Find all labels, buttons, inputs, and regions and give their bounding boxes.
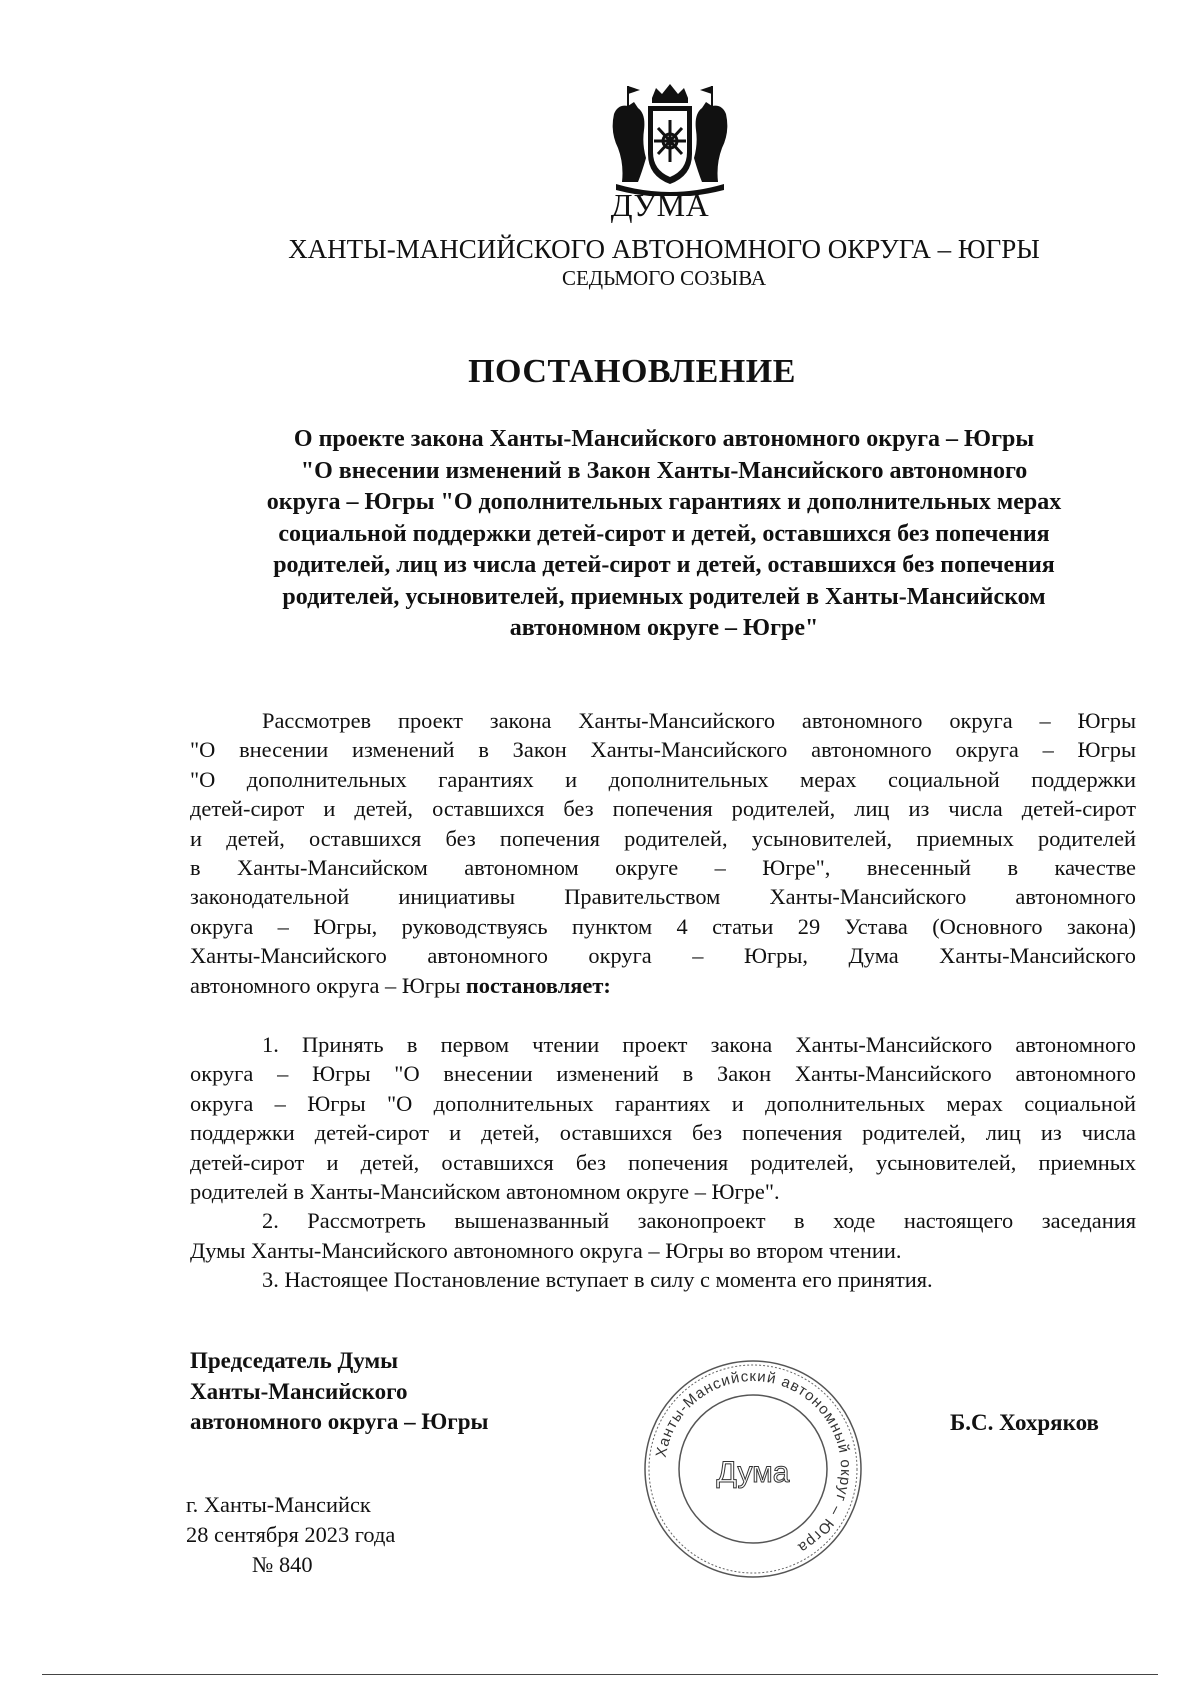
signatory-position-line: Ханты-Мансийского	[190, 1378, 408, 1404]
document-type: ПОСТАНОВЛЕНИЕ	[468, 353, 796, 390]
point-2-line: 2. Рассмотреть вышеназванный законопроект в ходе настоящего заседания	[262, 1208, 1136, 1234]
preamble-line	[190, 971, 1136, 1000]
subject-line: родителей, усыновителей, приемных родителей в Ханты-Мансийском	[282, 583, 1046, 610]
point-2-line: Думы Ханты-Мансийского автономного округа – Югры во втором чтении.	[190, 1237, 902, 1263]
preamble-line: "О дополнительных гарантиях и дополнительных мерах социальной поддержки	[190, 766, 1136, 792]
subject-line: родителей, лиц из числа детей-сирот и детей, оставшихся без попечения	[273, 552, 1055, 578]
resolution-points	[190, 1030, 1136, 1295]
subject-line: автономном округе – Югре"	[509, 615, 819, 641]
point-3-line: 3. Настоящее Постановление вступает в силу с момента его принятия.	[262, 1267, 933, 1293]
preamble-last-text: автономного округа – Югры	[190, 972, 466, 998]
signatory-position-line: автономного округа – Югры	[190, 1409, 489, 1434]
date: 28 сентября 2023 года	[186, 1522, 396, 1547]
coat-of-arms-icon	[608, 84, 732, 196]
signatory-position	[190, 1346, 488, 1438]
point-1-line: округа – Югры "О дополнительных гарантиях и дополнительных мерах социальной	[190, 1090, 1136, 1116]
preamble-line: в Ханты-Мансийском автономном округе – Югре", внесенный в качестве	[190, 855, 1136, 881]
point-1-line: 1. Принять в первом чтении проект закона Ханты-Мансийского автономного	[262, 1032, 1136, 1057]
bottom-rule	[42, 1674, 1158, 1675]
place-date-block	[186, 1490, 395, 1580]
preamble-line: детей-сирот и детей, оставшихся без попечения родителей, лиц из числа детей-сирот	[190, 796, 1136, 822]
preamble-paragraph	[190, 706, 1136, 1000]
preamble-line: Рассмотрев проект закона Ханты-Мансийского автономного округа – Югры	[262, 708, 1136, 733]
preamble-line: законодательной инициативы Правительством Ханты-Мансийского автономного	[190, 884, 1136, 910]
signatory-position-line: Председатель Думы	[190, 1348, 399, 1373]
point-1-line: родителей в Ханты-Мансийском автономном округе – Югре".	[190, 1179, 780, 1205]
preamble-line: "О внесении изменений в Закон Ханты-Мансийского автономного округа – Югры	[190, 737, 1136, 763]
subject-line: округа – Югры "О дополнительных гарантиях и дополнительных мерах	[266, 489, 1062, 515]
point-1-line: детей-сирот и детей, оставшихся без попечения родителей, усыновителей, приемных	[190, 1149, 1136, 1175]
document-subject	[196, 424, 1132, 645]
region-title: ХАНТЫ-МАНСИЙСКОГО АВТОНОМНОГО ОКРУГА – ЮГРЫ	[288, 234, 1040, 264]
preamble-line: Ханты-Мансийского автономного округа – Югры, Дума Ханты-Мансийского	[190, 943, 1136, 969]
document-number: № 840	[252, 1552, 313, 1577]
signatory-name: Б.С. Хохряков	[950, 1410, 1099, 1435]
preamble-line: округа – Югры, руководствуясь пунктом 4 статьи 29 Устава (Основного закона)	[190, 913, 1136, 939]
preamble-line: и детей, оставшихся без попечения родителей, усыновителей, приемных родителей	[190, 825, 1136, 851]
duma-title: ДУМА	[610, 187, 710, 223]
point-1-line: поддержки детей-сирот и детей, оставшихся без попечения родителей, лиц из числа	[190, 1120, 1136, 1146]
stamp-center-text: Дума	[716, 1456, 790, 1489]
convocation-title: СЕДЬМОГО СОЗЫВА	[561, 266, 767, 290]
subject-line: социальной поддержки детей-сирот и детей, оставшихся без попечения	[278, 520, 1050, 547]
resolution-verb: постановляет:	[465, 972, 611, 998]
point-1-line: округа – Югры "О внесении изменений в Закон Ханты-Мансийского автономного	[190, 1061, 1136, 1087]
subject-line: О проекте закона Ханты-Мансийского автономного округа – Югры	[293, 426, 1035, 452]
city: г. Ханты-Мансийск	[186, 1492, 371, 1517]
official-stamp	[642, 1358, 864, 1580]
stamp-ring-text: Ханты-Мансийский автономный округ – Югра	[652, 1367, 855, 1557]
subject-line: "О внесении изменений в Закон Ханты-Мансийского автономного	[300, 457, 1028, 484]
